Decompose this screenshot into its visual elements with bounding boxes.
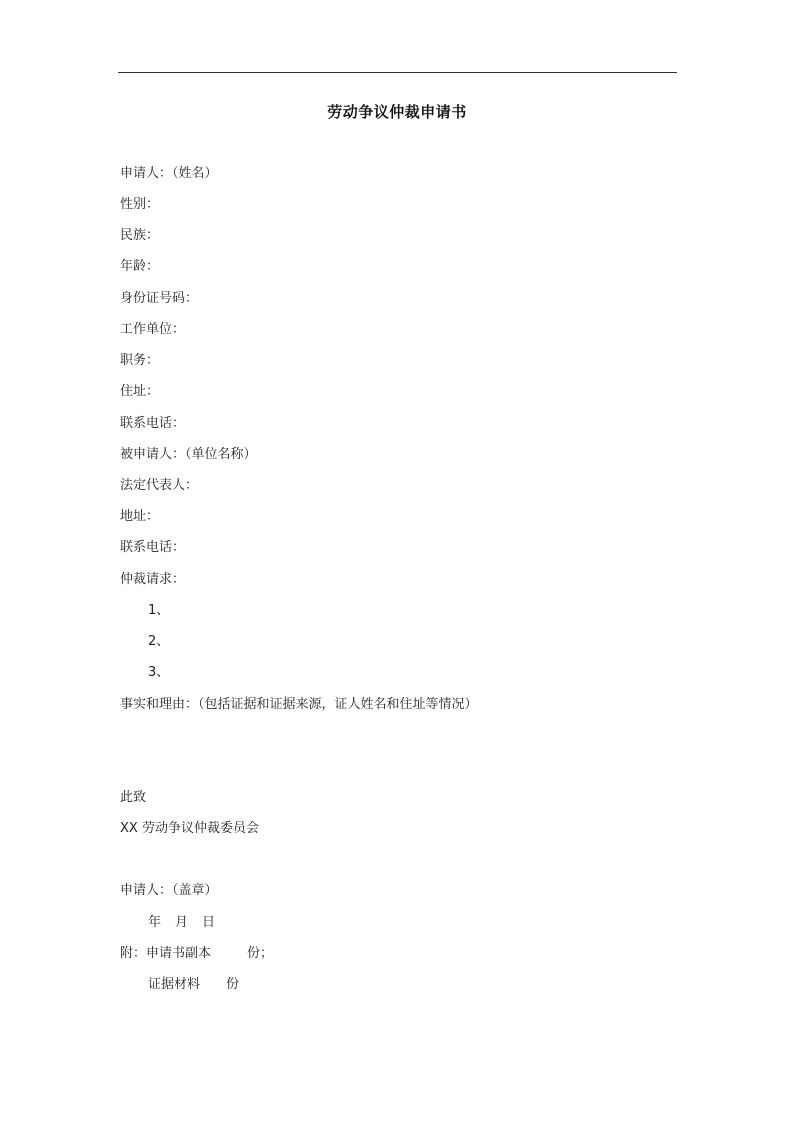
evidence-suffix: 份 — [226, 977, 240, 992]
applicant-name-label: 申请人：（姓名） — [120, 166, 218, 181]
applicant-gender-label: 性别： — [120, 197, 160, 212]
attachment-copies-suffix: 份； — [247, 946, 274, 961]
header-rule — [118, 72, 677, 73]
applicant-age-label: 年龄： — [120, 259, 160, 274]
respondent-name-label: 被申请人：（单位名称） — [120, 447, 257, 462]
claim-item: 2、 — [148, 634, 170, 649]
attachment-prefix: 附：申请书副本 — [120, 946, 212, 961]
evidence-label: 证据材料 — [148, 977, 201, 992]
facts-and-reasons-label: 事实和理由：（包括证据和证据来源，证人姓名和住址等情况） — [120, 697, 478, 712]
applicant-address-label: 住址： — [120, 384, 160, 399]
attachment-copies — [120, 945, 273, 963]
applicant-phone-label: 联系电话： — [120, 416, 186, 431]
closing-recipient: XX 劳动争议仲裁委员会 — [120, 821, 259, 836]
applicant-ethnicity-label: 民族： — [120, 228, 160, 243]
claim-item: 3、 — [148, 665, 170, 680]
closing-salutation: 此致 — [120, 790, 147, 805]
date-day: 日 — [202, 915, 216, 930]
claim-item: 1、 — [148, 603, 170, 618]
claims-label: 仲裁请求： — [120, 572, 186, 587]
signature-date — [148, 914, 215, 932]
signature-applicant-label: 申请人：（盖章） — [120, 883, 218, 898]
respondent-address-label: 地址： — [120, 509, 160, 524]
applicant-position-label: 职务： — [120, 353, 160, 368]
document-title: 劳动争议仲裁申请书 — [327, 103, 467, 121]
date-month: 月 — [175, 915, 189, 930]
applicant-employer-label: 工作单位： — [120, 322, 186, 337]
respondent-phone-label: 联系电话： — [120, 540, 186, 555]
applicant-id-number-label: 身份证号码： — [120, 291, 199, 306]
date-year: 年 — [148, 915, 162, 930]
respondent-legal-rep-label: 法定代表人： — [120, 478, 199, 493]
attachment-evidence — [148, 976, 239, 994]
